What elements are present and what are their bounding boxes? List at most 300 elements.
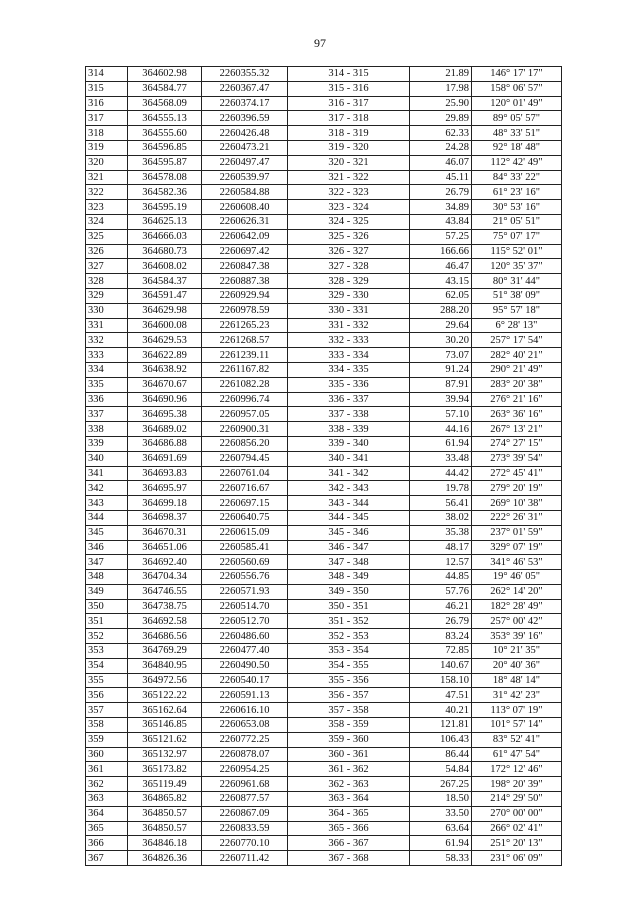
- y-coordinate-cell: 2260716.67: [202, 481, 288, 496]
- table-row: [86, 318, 562, 333]
- x-coordinate-cell: 364555.13: [128, 111, 202, 126]
- segment-cell: 355 - 356: [288, 673, 410, 688]
- length-cell: 39.94: [410, 392, 472, 407]
- point-number-cell: 356: [86, 688, 128, 703]
- length-cell: 46.21: [410, 599, 472, 614]
- length-cell: 29.64: [410, 318, 472, 333]
- x-coordinate-cell: 364582.36: [128, 185, 202, 200]
- segment-cell: 364 - 365: [288, 806, 410, 821]
- y-coordinate-cell: 2260957.05: [202, 407, 288, 422]
- length-cell: 87.91: [410, 377, 472, 392]
- y-coordinate-cell: 2260878.07: [202, 747, 288, 762]
- table-row: [86, 377, 562, 392]
- x-coordinate-cell: 364746.55: [128, 584, 202, 599]
- point-number-cell: 320: [86, 155, 128, 170]
- x-coordinate-cell: 364738.75: [128, 599, 202, 614]
- point-number-cell: 326: [86, 244, 128, 259]
- table-row: [86, 81, 562, 96]
- x-coordinate-cell: 364584.37: [128, 274, 202, 289]
- table-row: [86, 703, 562, 718]
- y-coordinate-cell: 2260473.21: [202, 140, 288, 155]
- table-row: [86, 673, 562, 688]
- bearing-cell: 51° 38' 09": [472, 288, 562, 303]
- length-cell: 72.85: [410, 644, 472, 659]
- bearing-cell: 269° 10' 38": [472, 496, 562, 511]
- x-coordinate-cell: 364689.02: [128, 422, 202, 437]
- table-row: [86, 540, 562, 555]
- bearing-cell: 263° 36' 16": [472, 407, 562, 422]
- table-row: [86, 259, 562, 274]
- point-number-cell: 314: [86, 67, 128, 82]
- length-cell: 24.28: [410, 140, 472, 155]
- x-coordinate-cell: 364686.88: [128, 436, 202, 451]
- length-cell: 73.07: [410, 348, 472, 363]
- bearing-cell: 270° 00' 00": [472, 806, 562, 821]
- table-row: [86, 510, 562, 525]
- table-row: [86, 288, 562, 303]
- segment-cell: 332 - 333: [288, 333, 410, 348]
- length-cell: 61.94: [410, 436, 472, 451]
- bearing-cell: 115° 52' 01": [472, 244, 562, 259]
- table-row: [86, 466, 562, 481]
- point-number-cell: 348: [86, 570, 128, 585]
- y-coordinate-cell: 2260355.32: [202, 67, 288, 82]
- segment-cell: 363 - 364: [288, 792, 410, 807]
- bearing-cell: 329° 07' 19": [472, 540, 562, 555]
- segment-cell: 346 - 347: [288, 540, 410, 555]
- segment-cell: 323 - 324: [288, 200, 410, 215]
- segment-cell: 360 - 361: [288, 747, 410, 762]
- segment-cell: 342 - 343: [288, 481, 410, 496]
- segment-cell: 340 - 341: [288, 451, 410, 466]
- table-row: [86, 244, 562, 259]
- coordinates-table: [85, 66, 562, 866]
- segment-cell: 343 - 344: [288, 496, 410, 511]
- length-cell: 57.76: [410, 584, 472, 599]
- segment-cell: 350 - 351: [288, 599, 410, 614]
- x-coordinate-cell: 364568.09: [128, 96, 202, 111]
- segment-cell: 333 - 334: [288, 348, 410, 363]
- y-coordinate-cell: 2260772.25: [202, 732, 288, 747]
- y-coordinate-cell: 2260626.31: [202, 214, 288, 229]
- table-row: [86, 806, 562, 821]
- x-coordinate-cell: 364692.40: [128, 555, 202, 570]
- point-number-cell: 359: [86, 732, 128, 747]
- bearing-cell: 273° 39' 54": [472, 451, 562, 466]
- bearing-cell: 222° 26' 31": [472, 510, 562, 525]
- table-row: [86, 570, 562, 585]
- table-row: [86, 303, 562, 318]
- x-coordinate-cell: 364695.38: [128, 407, 202, 422]
- length-cell: 267.25: [410, 777, 472, 792]
- segment-cell: 315 - 316: [288, 81, 410, 96]
- table-row: [86, 732, 562, 747]
- point-number-cell: 341: [86, 466, 128, 481]
- x-coordinate-cell: 364690.96: [128, 392, 202, 407]
- segment-cell: 328 - 329: [288, 274, 410, 289]
- x-coordinate-cell: 364555.60: [128, 126, 202, 141]
- segment-cell: 321 - 322: [288, 170, 410, 185]
- point-number-cell: 331: [86, 318, 128, 333]
- bearing-cell: 158° 06' 57": [472, 81, 562, 96]
- table-row: [86, 836, 562, 851]
- segment-cell: 324 - 325: [288, 214, 410, 229]
- table-row: [86, 392, 562, 407]
- bearing-cell: 30° 53' 16": [472, 200, 562, 215]
- bearing-cell: 20° 40' 36": [472, 658, 562, 673]
- y-coordinate-cell: 2260560.69: [202, 555, 288, 570]
- y-coordinate-cell: 2260887.38: [202, 274, 288, 289]
- length-cell: 44.42: [410, 466, 472, 481]
- x-coordinate-cell: 365121.62: [128, 732, 202, 747]
- y-coordinate-cell: 2261239.11: [202, 348, 288, 363]
- length-cell: 61.94: [410, 836, 472, 851]
- point-number-cell: 319: [86, 140, 128, 155]
- table-row: [86, 348, 562, 363]
- point-number-cell: 324: [86, 214, 128, 229]
- point-number-cell: 332: [86, 333, 128, 348]
- point-number-cell: 365: [86, 821, 128, 836]
- bearing-cell: 19° 46' 05": [472, 570, 562, 585]
- segment-cell: 318 - 319: [288, 126, 410, 141]
- point-number-cell: 321: [86, 170, 128, 185]
- segment-cell: 345 - 346: [288, 525, 410, 540]
- point-number-cell: 316: [86, 96, 128, 111]
- x-coordinate-cell: 365119.49: [128, 777, 202, 792]
- y-coordinate-cell: 2260367.47: [202, 81, 288, 96]
- length-cell: 40.21: [410, 703, 472, 718]
- point-number-cell: 367: [86, 851, 128, 866]
- x-coordinate-cell: 364651.06: [128, 540, 202, 555]
- length-cell: 288.20: [410, 303, 472, 318]
- length-cell: 86.44: [410, 747, 472, 762]
- y-coordinate-cell: 2261167.82: [202, 362, 288, 377]
- x-coordinate-cell: 365132.97: [128, 747, 202, 762]
- bearing-cell: 6° 28' 13": [472, 318, 562, 333]
- bearing-cell: 61° 23' 16": [472, 185, 562, 200]
- segment-cell: 327 - 328: [288, 259, 410, 274]
- bearing-cell: 10° 21' 35": [472, 644, 562, 659]
- y-coordinate-cell: 2260591.13: [202, 688, 288, 703]
- y-coordinate-cell: 2261268.57: [202, 333, 288, 348]
- point-number-cell: 363: [86, 792, 128, 807]
- point-number-cell: 333: [86, 348, 128, 363]
- x-coordinate-cell: 365162.64: [128, 703, 202, 718]
- segment-cell: 329 - 330: [288, 288, 410, 303]
- bearing-cell: 274° 27' 15": [472, 436, 562, 451]
- point-number-cell: 334: [86, 362, 128, 377]
- segment-cell: 336 - 337: [288, 392, 410, 407]
- length-cell: 44.16: [410, 422, 472, 437]
- point-number-cell: 336: [86, 392, 128, 407]
- length-cell: 121.81: [410, 718, 472, 733]
- length-cell: 26.79: [410, 614, 472, 629]
- segment-cell: 344 - 345: [288, 510, 410, 525]
- point-number-cell: 342: [86, 481, 128, 496]
- x-coordinate-cell: 364595.87: [128, 155, 202, 170]
- table-row: [86, 525, 562, 540]
- length-cell: 57.25: [410, 229, 472, 244]
- x-coordinate-cell: 364578.08: [128, 170, 202, 185]
- point-number-cell: 340: [86, 451, 128, 466]
- length-cell: 166.66: [410, 244, 472, 259]
- segment-cell: 337 - 338: [288, 407, 410, 422]
- length-cell: 17.98: [410, 81, 472, 96]
- point-number-cell: 345: [86, 525, 128, 540]
- bearing-cell: 276° 21' 16": [472, 392, 562, 407]
- segment-cell: 362 - 363: [288, 777, 410, 792]
- x-coordinate-cell: 364595.19: [128, 200, 202, 215]
- table-row: [86, 67, 562, 82]
- y-coordinate-cell: 2260571.93: [202, 584, 288, 599]
- length-cell: 47.51: [410, 688, 472, 703]
- x-coordinate-cell: 364625.13: [128, 214, 202, 229]
- x-coordinate-cell: 364695.97: [128, 481, 202, 496]
- table-row: [86, 422, 562, 437]
- y-coordinate-cell: 2260374.17: [202, 96, 288, 111]
- table-row: [86, 644, 562, 659]
- y-coordinate-cell: 2260556.76: [202, 570, 288, 585]
- y-coordinate-cell: 2260653.08: [202, 718, 288, 733]
- y-coordinate-cell: 2261082.28: [202, 377, 288, 392]
- length-cell: 57.10: [410, 407, 472, 422]
- table-row: [86, 155, 562, 170]
- point-number-cell: 318: [86, 126, 128, 141]
- x-coordinate-cell: 364704.34: [128, 570, 202, 585]
- bearing-cell: 61° 47' 54": [472, 747, 562, 762]
- length-cell: 48.17: [410, 540, 472, 555]
- table-row: [86, 555, 562, 570]
- bearing-cell: 172° 12' 46": [472, 762, 562, 777]
- length-cell: 25.90: [410, 96, 472, 111]
- point-number-cell: 317: [86, 111, 128, 126]
- point-number-cell: 350: [86, 599, 128, 614]
- point-number-cell: 351: [86, 614, 128, 629]
- length-cell: 62.05: [410, 288, 472, 303]
- x-coordinate-cell: 364584.77: [128, 81, 202, 96]
- length-cell: 35.38: [410, 525, 472, 540]
- bearing-cell: 282° 40' 21": [472, 348, 562, 363]
- segment-cell: 341 - 342: [288, 466, 410, 481]
- segment-cell: 338 - 339: [288, 422, 410, 437]
- bearing-cell: 48° 33' 51": [472, 126, 562, 141]
- y-coordinate-cell: 2260996.74: [202, 392, 288, 407]
- segment-cell: 366 - 367: [288, 836, 410, 851]
- table-row: [86, 777, 562, 792]
- segment-cell: 330 - 331: [288, 303, 410, 318]
- segment-cell: 356 - 357: [288, 688, 410, 703]
- length-cell: 46.07: [410, 155, 472, 170]
- bearing-cell: 257° 17' 54": [472, 333, 562, 348]
- length-cell: 30.20: [410, 333, 472, 348]
- table-row: [86, 126, 562, 141]
- table-row: [86, 747, 562, 762]
- point-number-cell: 343: [86, 496, 128, 511]
- bearing-cell: 237° 01' 59": [472, 525, 562, 540]
- bearing-cell: 89° 05' 57": [472, 111, 562, 126]
- length-cell: 140.67: [410, 658, 472, 673]
- segment-cell: 352 - 353: [288, 629, 410, 644]
- table-row: [86, 762, 562, 777]
- point-number-cell: 337: [86, 407, 128, 422]
- y-coordinate-cell: 2260867.09: [202, 806, 288, 821]
- bearing-cell: 112° 42' 49": [472, 155, 562, 170]
- y-coordinate-cell: 2260540.17: [202, 673, 288, 688]
- bearing-cell: 18° 48' 14": [472, 673, 562, 688]
- point-number-cell: 338: [86, 422, 128, 437]
- segment-cell: 314 - 315: [288, 67, 410, 82]
- x-coordinate-cell: 364686.56: [128, 629, 202, 644]
- x-coordinate-cell: 364629.98: [128, 303, 202, 318]
- length-cell: 62.33: [410, 126, 472, 141]
- segment-cell: 353 - 354: [288, 644, 410, 659]
- bearing-cell: 353° 39' 16": [472, 629, 562, 644]
- length-cell: 54.84: [410, 762, 472, 777]
- segment-cell: 325 - 326: [288, 229, 410, 244]
- table-row: [86, 614, 562, 629]
- bearing-cell: 75° 07' 17": [472, 229, 562, 244]
- table-row: [86, 170, 562, 185]
- y-coordinate-cell: 2260490.50: [202, 658, 288, 673]
- length-cell: 38.02: [410, 510, 472, 525]
- table-row: [86, 140, 562, 155]
- segment-cell: 354 - 355: [288, 658, 410, 673]
- x-coordinate-cell: 364972.56: [128, 673, 202, 688]
- bearing-cell: 113° 07' 19": [472, 703, 562, 718]
- point-number-cell: 352: [86, 629, 128, 644]
- segment-cell: 320 - 321: [288, 155, 410, 170]
- table-row: [86, 851, 562, 866]
- segment-cell: 358 - 359: [288, 718, 410, 733]
- segment-cell: 317 - 318: [288, 111, 410, 126]
- table-row: [86, 111, 562, 126]
- bearing-cell: 146° 17' 17": [472, 67, 562, 82]
- bearing-cell: 279° 20' 19": [472, 481, 562, 496]
- y-coordinate-cell: 2260539.97: [202, 170, 288, 185]
- y-coordinate-cell: 2260961.68: [202, 777, 288, 792]
- x-coordinate-cell: 364638.92: [128, 362, 202, 377]
- point-number-cell: 355: [86, 673, 128, 688]
- table-row: [86, 688, 562, 703]
- bearing-cell: 101° 57' 14": [472, 718, 562, 733]
- x-coordinate-cell: 364600.08: [128, 318, 202, 333]
- length-cell: 158.10: [410, 673, 472, 688]
- y-coordinate-cell: 2260640.75: [202, 510, 288, 525]
- x-coordinate-cell: 364680.73: [128, 244, 202, 259]
- bearing-cell: 251° 20' 13": [472, 836, 562, 851]
- length-cell: 43.84: [410, 214, 472, 229]
- point-number-cell: 357: [86, 703, 128, 718]
- table-row: [86, 274, 562, 289]
- length-cell: 63.64: [410, 821, 472, 836]
- length-cell: 44.85: [410, 570, 472, 585]
- x-coordinate-cell: 364692.58: [128, 614, 202, 629]
- x-coordinate-cell: 364769.29: [128, 644, 202, 659]
- point-number-cell: 366: [86, 836, 128, 851]
- bearing-cell: 95° 57' 18": [472, 303, 562, 318]
- bearing-cell: 84° 33' 22": [472, 170, 562, 185]
- length-cell: 33.50: [410, 806, 472, 821]
- point-number-cell: 329: [86, 288, 128, 303]
- x-coordinate-cell: 364608.02: [128, 259, 202, 274]
- y-coordinate-cell: 2260426.48: [202, 126, 288, 141]
- segment-cell: 365 - 366: [288, 821, 410, 836]
- segment-cell: 319 - 320: [288, 140, 410, 155]
- bearing-cell: 21° 05' 51": [472, 214, 562, 229]
- point-number-cell: 364: [86, 806, 128, 821]
- point-number-cell: 327: [86, 259, 128, 274]
- table-row: [86, 333, 562, 348]
- x-coordinate-cell: 364670.67: [128, 377, 202, 392]
- x-coordinate-cell: 364602.98: [128, 67, 202, 82]
- bearing-cell: 290° 21' 49": [472, 362, 562, 377]
- y-coordinate-cell: 2260978.59: [202, 303, 288, 318]
- length-cell: 21.89: [410, 67, 472, 82]
- point-number-cell: 325: [86, 229, 128, 244]
- x-coordinate-cell: 364850.57: [128, 806, 202, 821]
- bearing-cell: 266° 02' 41": [472, 821, 562, 836]
- bearing-cell: 262° 14' 20": [472, 584, 562, 599]
- segment-cell: 326 - 327: [288, 244, 410, 259]
- point-number-cell: 344: [86, 510, 128, 525]
- segment-cell: 322 - 323: [288, 185, 410, 200]
- table-row: [86, 599, 562, 614]
- y-coordinate-cell: 2260697.15: [202, 496, 288, 511]
- table-row: [86, 821, 562, 836]
- segment-cell: 357 - 358: [288, 703, 410, 718]
- x-coordinate-cell: 365146.85: [128, 718, 202, 733]
- table-row: [86, 584, 562, 599]
- y-coordinate-cell: 2260585.41: [202, 540, 288, 555]
- y-coordinate-cell: 2260396.59: [202, 111, 288, 126]
- coordinates-table-body: [86, 67, 562, 866]
- point-number-cell: 347: [86, 555, 128, 570]
- point-number-cell: 360: [86, 747, 128, 762]
- x-coordinate-cell: 364693.83: [128, 466, 202, 481]
- x-coordinate-cell: 365122.22: [128, 688, 202, 703]
- length-cell: 12.57: [410, 555, 472, 570]
- y-coordinate-cell: 2260512.70: [202, 614, 288, 629]
- table-row: [86, 481, 562, 496]
- x-coordinate-cell: 364670.31: [128, 525, 202, 540]
- x-coordinate-cell: 364865.82: [128, 792, 202, 807]
- table-row: [86, 718, 562, 733]
- y-coordinate-cell: 2260711.42: [202, 851, 288, 866]
- y-coordinate-cell: 2260697.42: [202, 244, 288, 259]
- table-row: [86, 185, 562, 200]
- bearing-cell: 80° 31' 44": [472, 274, 562, 289]
- point-number-cell: 322: [86, 185, 128, 200]
- bearing-cell: 92° 18' 48": [472, 140, 562, 155]
- point-number-cell: 323: [86, 200, 128, 215]
- y-coordinate-cell: 2260770.10: [202, 836, 288, 851]
- table-row: [86, 362, 562, 377]
- segment-cell: 335 - 336: [288, 377, 410, 392]
- x-coordinate-cell: 365173.82: [128, 762, 202, 777]
- bearing-cell: 283° 20' 38": [472, 377, 562, 392]
- bearing-cell: 182° 28' 49": [472, 599, 562, 614]
- point-number-cell: 361: [86, 762, 128, 777]
- point-number-cell: 353: [86, 644, 128, 659]
- point-number-cell: 349: [86, 584, 128, 599]
- point-number-cell: 315: [86, 81, 128, 96]
- y-coordinate-cell: 2260608.40: [202, 200, 288, 215]
- segment-cell: 347 - 348: [288, 555, 410, 570]
- length-cell: 34.89: [410, 200, 472, 215]
- bearing-cell: 120° 35' 37": [472, 259, 562, 274]
- length-cell: 18.50: [410, 792, 472, 807]
- bearing-cell: 31° 42' 23": [472, 688, 562, 703]
